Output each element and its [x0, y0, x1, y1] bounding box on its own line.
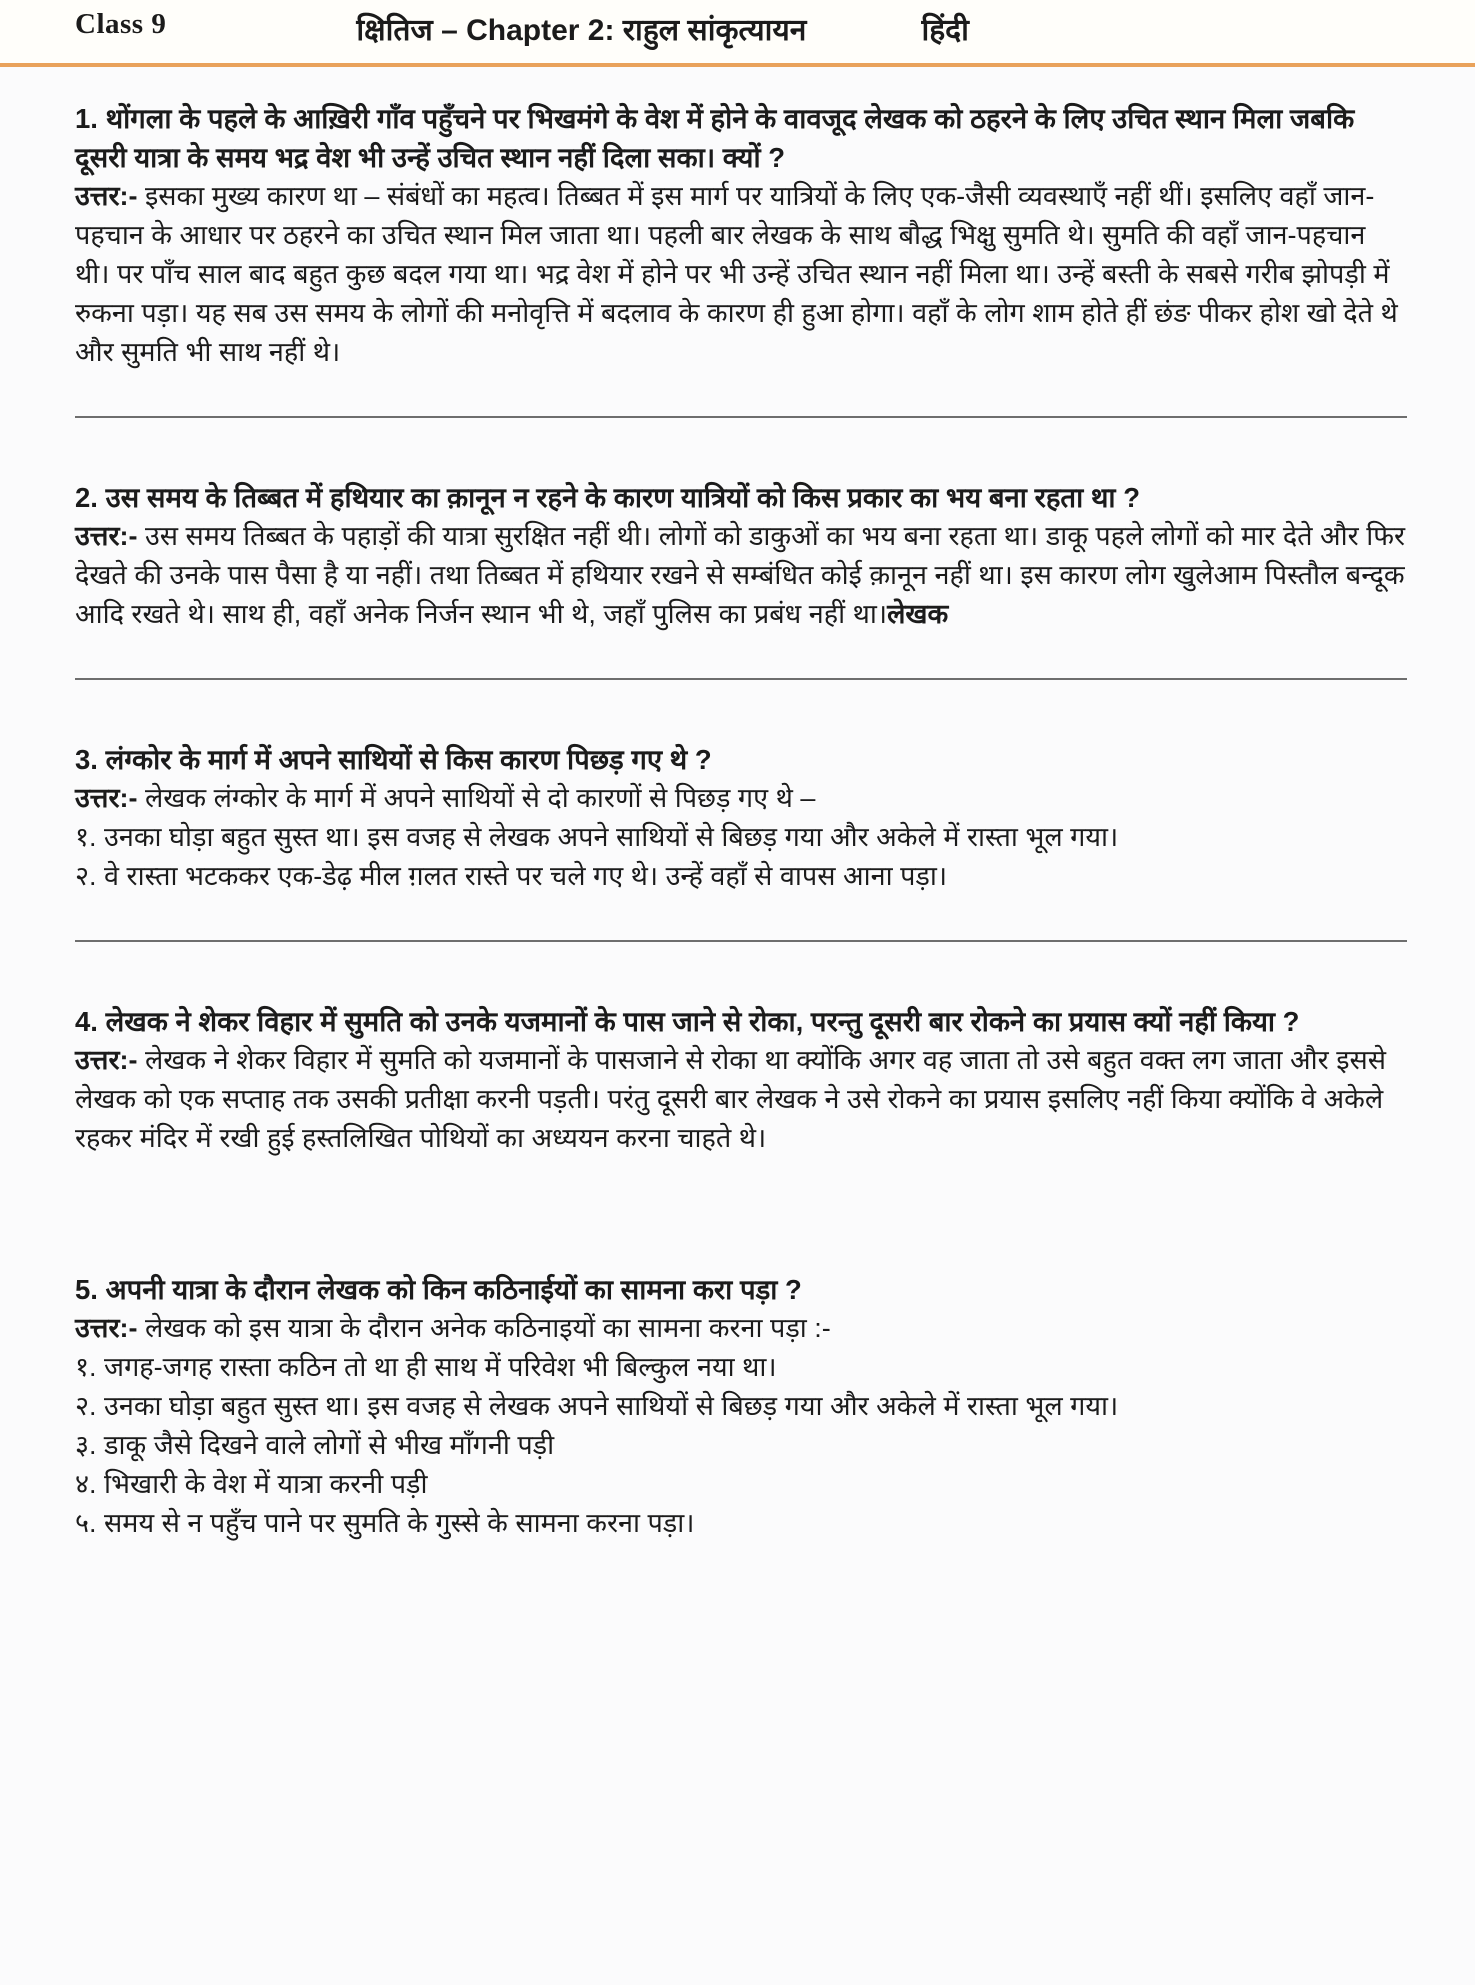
answer-list-item: २. वे रास्ता भटककर एक-डेढ़ मील ग़लत रास्ते पर चले गए थे। उन्हें वहाँ से वापस आना पड़ा।: [75, 861, 948, 891]
question-text: 3. लंग्कोर के मार्ग में अपने साथियों से किस कारण पिछड़ गए थे ?: [75, 744, 712, 775]
answer-body: लेखक ने शेकर विहार में सुमति को यजमानों के पासजाने से रोका था क्योंकि अगर वह जाता तो उसे बहुत वक्त लग जाता और इससे लेखक को एक सप्ताह तक उसकी प्रतीक्षा करनी पड़ती। परंतु दूसरी बार लेखक ने उसे रोकने का प्रयास इसलिए नहीं किया क्योंकि वे अकेले रहकर मंदिर में रखी हुई हस्तलिखित पोथियों का अध्ययन करना चाहते थे।: [75, 1045, 1386, 1153]
answer-list-item: १. उनका घोड़ा बहुत सुस्त था। इस वजह से लेखक अपने साथियों से बिछड़ गया और अकेले में रास्ता भूल गया।: [75, 822, 1119, 852]
answer-label: उत्तर:-: [75, 1313, 138, 1343]
answer-bold-suffix: लेखक: [887, 599, 949, 629]
question-text: 5. अपनी यात्रा के दौरान लेखक को किन कठिनाईयों का सामना करा पड़ा ?: [75, 1274, 802, 1305]
answer-text: [75, 1041, 1407, 1158]
answer-list-item: ५. समय से न पहुँच पाने पर सुमति के गुस्से के सामना करना पड़ा।: [75, 1508, 695, 1538]
qa-section: [75, 1270, 1407, 1543]
answer-body: लेखक लंग्कोर के मार्ग में अपने साथियों से दो कारणों से पिछड़ गए थे –: [137, 783, 816, 813]
qa-section: [75, 740, 1407, 942]
answer-label: उत्तर:-: [75, 521, 138, 551]
answer-list: [75, 1348, 1407, 1543]
answer-list-item: ३. डाकू जैसे दिखने वाले लोगों से भीख माँगनी पड़ी: [75, 1430, 555, 1460]
answer-text: [75, 779, 1407, 818]
answer-text: [75, 177, 1407, 372]
answer-list: [75, 818, 1407, 896]
qa-section: [75, 1002, 1407, 1158]
question-text: 2. उस समय के तिब्बत में हथियार का क़ानून न रहने के कारण यात्रियों को किस प्रकार का भय बना रहता था ?: [75, 482, 1140, 513]
answer-list-item: २. उनका घोड़ा बहुत सुस्त था। इस वजह से लेखक अपने साथियों से बिछड़ गया और अकेले में रास्ता भूल गया।: [75, 1391, 1119, 1421]
answer-body: इसका मुख्य कारण था – संबंधों का महत्व। तिब्बत में इस मार्ग पर यात्रियों के लिए एक-जैसी व्यवस्थाएँ नहीं थीं। इसलिए वहाँ जान-पहचान के आधार पर ठहरने का उचित स्थान मिल जाता था। पहली बार लेखक के साथ बौद्ध भिक्षु सुमति थे। सुमति की वहाँ जान-पहचान थी। पर पाँच साल बाद बहुत कुछ बदल गया था। भद्र वेश में होने पर भी उन्हें उचित स्थान नहीं मिला था। उन्हें बस्ती के सबसे गरीब झोपड़ी में रुकना पड़ा। यह सब उस समय के लोगों की मनोवृत्ति में बदलाव के कारण ही हुआ होगा। वहाँ के लोग शाम होते हीं छंङ पीकर होश खो देते थे और सुमति भी साथ नहीं थे।: [75, 181, 1398, 367]
class-label: Class 9: [75, 8, 167, 40]
answer-label: उत्तर:-: [75, 181, 138, 211]
section-divider: [75, 678, 1407, 680]
answer-text: [75, 1309, 1407, 1348]
section-divider: [75, 416, 1407, 418]
question-text: 4. लेखक ने शेकर विहार में सुमति को उनके यजमानों के पास जाने से रोका, परन्तु दूसरी बार रोकने का प्रयास क्यों नहीं किया ?: [75, 1006, 1300, 1037]
question-text: 1. थोंगला के पहले के आख़िरी गाँव पहुँचने पर भिखमंगे के वेश में होने के वावजूद लेखक को ठहरने के लिए उचित स्थान मिला जबकि दूसरी यात्रा के समय भद्र वेश भी उन्हें उचित स्थान नहीं दिला सका। क्यों ?: [75, 103, 1355, 173]
qa-section: [75, 99, 1407, 418]
answer-label: उत्तर:-: [75, 783, 138, 813]
subject-label: हिंदी: [921, 14, 969, 47]
answer-text: [75, 517, 1407, 634]
answer-label: उत्तर:-: [75, 1045, 138, 1075]
qa-content: [0, 67, 1475, 1593]
answer-list-item: ४. भिखारी के वेश में यात्रा करनी पड़ी: [75, 1469, 428, 1499]
answer-list-item: १. जगह-जगह रास्ता कठिन तो था ही साथ में परिवेश भी बिल्कुल नया था।: [75, 1352, 777, 1382]
qa-section: [75, 478, 1407, 680]
section-divider: [75, 940, 1407, 942]
page-title: क्षितिज – Chapter 2: राहुल सांकृत्यायन: [356, 14, 807, 47]
answer-body: लेखक को इस यात्रा के दौरान अनेक कठिनाइयों का सामना करना पड़ा :-: [137, 1313, 831, 1343]
page-header: [0, 0, 1475, 63]
answer-body: उस समय तिब्बत के पहाड़ों की यात्रा सुरक्षित नहीं थी। लोगों को डाकुओं का भय बना रहता था। डाकू पहले लोगों को मार देते और फिर देखते की उनके पास पैसा है या नहीं। तथा तिब्बत में हथियार रखने से सम्बंधित कोई क़ानून नहीं था। इस कारण लोग खुलेआम पिस्तौल बन्दूक आदि रखते थे। साथ ही, वहाँ अनेक निर्जन स्थान भी थे, जहाँ पुलिस का प्रबंध नहीं था।: [75, 521, 1406, 629]
